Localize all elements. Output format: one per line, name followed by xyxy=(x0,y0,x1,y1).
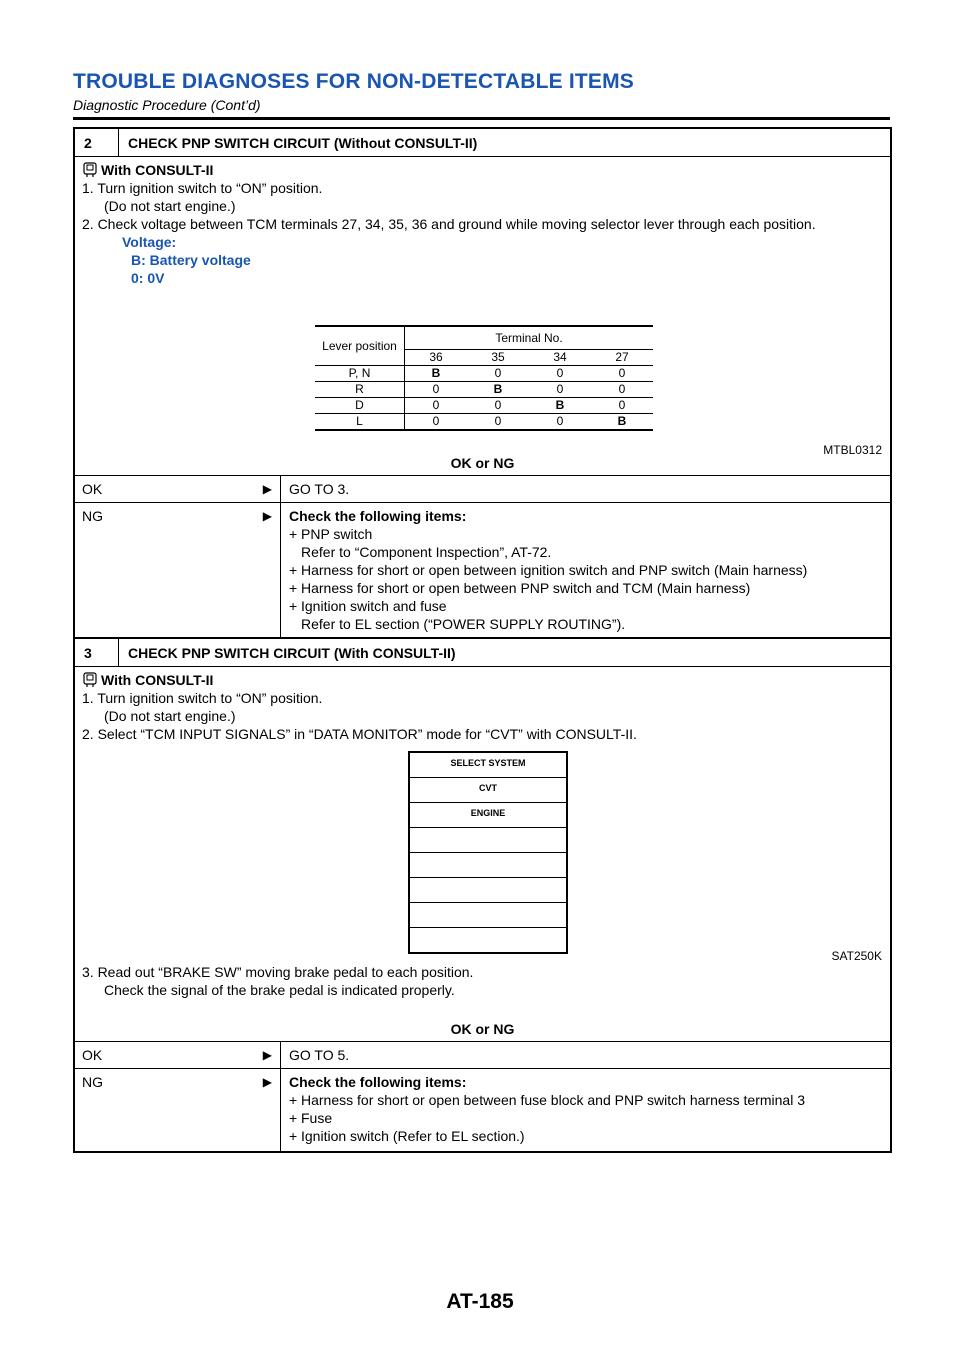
list-item: + Ignition switch and fuse xyxy=(289,598,447,614)
screen-item-engine: ENGINE xyxy=(410,803,566,828)
cell: 0 xyxy=(591,366,653,382)
figure-id: MTBL0312 xyxy=(823,443,882,457)
step-2-line-1b: (Do not start engine.) xyxy=(104,198,236,214)
ok-label: OK xyxy=(82,1047,103,1063)
arrow-right-icon: ▶ xyxy=(262,1075,272,1089)
ok-action: GO TO 3. xyxy=(280,476,890,502)
step-3-number: 3 xyxy=(75,639,119,666)
consult-tool-icon xyxy=(82,672,98,688)
step-2-body xyxy=(75,157,890,457)
lever-pos: R xyxy=(315,382,405,398)
cell: 0 xyxy=(467,398,529,414)
terminal-header: 36 xyxy=(405,350,468,366)
result-ng-row xyxy=(75,502,890,637)
ng-title: Check the following items: xyxy=(289,508,467,524)
step-2-header xyxy=(75,129,890,157)
arrow-right-icon: ▶ xyxy=(262,509,272,523)
step-3-tool-label: With CONSULT-II xyxy=(101,672,214,688)
page-subtitle: Diagnostic Procedure (Cont’d) xyxy=(73,97,261,113)
table-row xyxy=(315,398,653,414)
list-item: + Harness for short or open between fuse block and PNP switch harness terminal 3 xyxy=(289,1092,805,1108)
step-3-block xyxy=(73,637,892,1153)
screen-item-empty xyxy=(410,878,566,903)
step-3-tool xyxy=(82,671,882,689)
cell: 0 xyxy=(529,414,591,431)
screen-item-empty xyxy=(410,828,566,853)
cell: B xyxy=(529,398,591,414)
cell: B xyxy=(591,414,653,431)
cell: 0 xyxy=(529,382,591,398)
step-2-line-1: 1. Turn ignition switch to “ON” position. xyxy=(82,180,323,196)
cell: 0 xyxy=(467,366,529,382)
table-row xyxy=(315,414,653,431)
cell: B xyxy=(467,382,529,398)
step-2-tool xyxy=(82,161,882,179)
header-rule xyxy=(73,117,890,120)
terminal-header: 27 xyxy=(591,350,653,366)
table-row xyxy=(315,382,653,398)
figure-id: SAT250K xyxy=(831,949,882,963)
cell: 0 xyxy=(467,414,529,431)
cell: B xyxy=(405,366,468,382)
screen-item-empty xyxy=(410,903,566,928)
result-ok-row xyxy=(75,1041,890,1068)
cell: 0 xyxy=(405,382,468,398)
cell: 0 xyxy=(529,366,591,382)
list-item-sub: Refer to EL section (“POWER SUPPLY ROUTING”). xyxy=(301,616,626,632)
step-2-tool-label: With CONSULT-II xyxy=(101,162,214,178)
lever-pos: D xyxy=(315,398,405,414)
result-ok-row xyxy=(75,475,890,502)
terminal-header: 35 xyxy=(467,350,529,366)
consult-screen xyxy=(408,751,568,954)
list-item: + Ignition switch (Refer to EL section.) xyxy=(289,1128,525,1144)
table-row xyxy=(315,366,653,382)
list-item: + PNP switch xyxy=(289,526,373,542)
lever-pos: P, N xyxy=(315,366,405,382)
screen-item-cvt: CVT xyxy=(410,778,566,803)
voltage-0: 0: 0V xyxy=(131,270,165,286)
ok-or-ng: OK or NG xyxy=(450,1021,515,1037)
ng-label: NG xyxy=(82,508,103,524)
cell: 0 xyxy=(591,398,653,414)
step-3-line-3b: Check the signal of the brake pedal is indicated properly. xyxy=(104,982,455,998)
list-item: + Harness for short or open between PNP switch and TCM (Main harness) xyxy=(289,580,751,596)
lever-pos: L xyxy=(315,414,405,431)
terminal-header: 34 xyxy=(529,350,591,366)
step-2-number: 2 xyxy=(75,129,119,156)
voltage-b: B: Battery voltage xyxy=(131,252,251,268)
step-3-title: CHECK PNP SWITCH CIRCUIT (With CONSULT-II) xyxy=(128,644,456,661)
step-3-header xyxy=(75,639,890,667)
arrow-right-icon: ▶ xyxy=(262,1048,272,1062)
cell: 0 xyxy=(405,398,468,414)
step-2-title: CHECK PNP SWITCH CIRCUIT (Without CONSULT-II) xyxy=(128,134,478,151)
list-item: + Harness for short or open between ignition switch and PNP switch (Main harness) xyxy=(289,562,808,578)
ok-action: GO TO 5. xyxy=(280,1042,890,1068)
cell: 0 xyxy=(405,414,468,431)
list-item: + Fuse xyxy=(289,1110,333,1126)
list-item-sub: Refer to “Component Inspection”, AT-72. xyxy=(301,544,552,560)
step-2-line-2: 2. Check voltage between TCM terminals 27, 34, 35, 36 and ground while moving selector lever through each position. xyxy=(82,216,816,232)
ng-title: Check the following items: xyxy=(289,1074,467,1090)
voltage-label: Voltage: xyxy=(122,234,177,250)
ok-or-ng: OK or NG xyxy=(450,455,515,471)
page-title: TROUBLE DIAGNOSES FOR NON-DETECTABLE ITEMS xyxy=(73,70,635,93)
arrow-right-icon: ▶ xyxy=(262,482,272,496)
step-3-line-2: 2. Select “TCM INPUT SIGNALS” in “DATA MONITOR” mode for “CVT” with CONSULT-II. xyxy=(82,726,637,742)
col-lever-position: Lever position xyxy=(315,326,405,366)
consult-tool-icon xyxy=(82,162,98,178)
screen-title: SELECT SYSTEM xyxy=(410,753,566,778)
step-3-line-3: 3. Read out “BRAKE SW” moving brake pedal to each position. xyxy=(82,964,474,980)
step-3-line-1: 1. Turn ignition switch to “ON” position. xyxy=(82,690,323,706)
step-3-body xyxy=(75,667,890,998)
ok-label: OK xyxy=(82,481,103,497)
screen-item-empty xyxy=(410,928,566,952)
lever-terminal-table xyxy=(315,325,653,431)
ng-label: NG xyxy=(82,1074,103,1090)
step-2-block xyxy=(73,127,892,639)
result-ng-row xyxy=(75,1068,890,1151)
page-number: AT-185 xyxy=(446,1290,514,1313)
step-3-line-1b: (Do not start engine.) xyxy=(104,708,236,724)
col-terminal-no: Terminal No. xyxy=(405,326,654,350)
screen-item-empty xyxy=(410,853,566,878)
cell: 0 xyxy=(591,382,653,398)
